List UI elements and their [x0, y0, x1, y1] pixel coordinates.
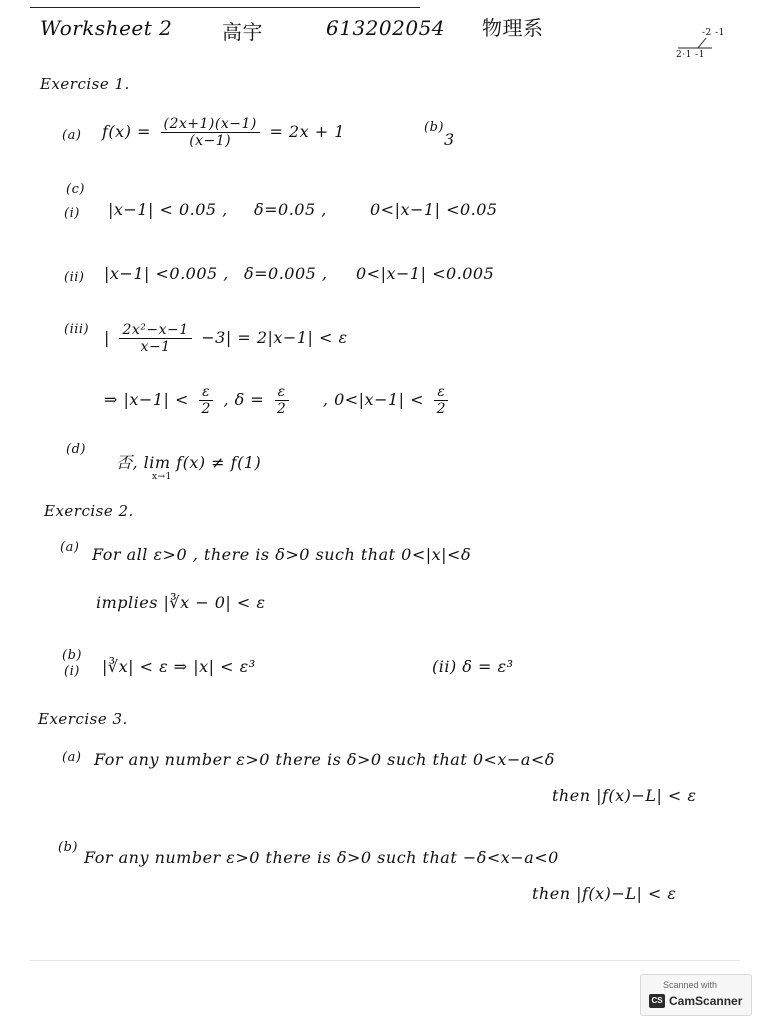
ex2-a-line1: For all ε>0 , there is δ>0 such that 0<|x|<δ: [92, 545, 472, 564]
ex1-c-iii-eps-den-1: 2: [201, 401, 211, 417]
ex2-b-ii-answer: (ii) δ = ε³: [432, 657, 514, 676]
ex1-c-iii-delta: , δ =: [223, 390, 265, 409]
ex1-c-iii-implication: [104, 384, 453, 417]
ex3-a-line1: For any number ε>0 there is δ>0 such that 0<x−a<δ: [94, 750, 555, 769]
ex1-b-label: (b): [424, 120, 444, 135]
ex2-a-label: (a): [60, 540, 80, 555]
ex1-a-result: = 2x + 1: [269, 122, 345, 141]
worksheet-title: Worksheet 2: [40, 16, 173, 40]
student-id: 613202054: [326, 16, 446, 40]
corner-note-top: -2 -1: [702, 28, 725, 38]
scanned-with-label: Scanned with: [663, 980, 718, 990]
ex1-c-iii-numerator: 2x²−x−1: [119, 322, 191, 339]
ex2-b-i-label: (i): [64, 664, 80, 679]
ex1-b-answer: 3: [444, 130, 455, 149]
student-name: 高宇: [222, 20, 263, 44]
ex1-c-ii-inequality: |x−1| <0.005 ,: [104, 264, 229, 283]
exercise-1-title: Exercise 1.: [40, 75, 130, 93]
ex1-a-numerator: (2x+1)(x−1): [161, 116, 260, 133]
camscanner-watermark: [640, 974, 752, 1016]
ex1-a-equation: [102, 116, 345, 149]
ex1-c-label: (c): [66, 182, 85, 197]
ex1-c-i-condition: 0<|x−1| <0.05: [370, 200, 498, 219]
ex1-c-iii-eps-fraction-2: [274, 384, 289, 417]
ex1-a-denominator: (x−1): [189, 133, 232, 149]
corner-scribble-lines: [676, 28, 736, 66]
ex1-c-iii-implies: ⇒ |x−1| <: [104, 390, 189, 409]
corner-scribble: [676, 28, 736, 66]
ex2-b-i-answer: |∛x| < ε ⇒ |x| < ε³: [102, 657, 256, 676]
ex1-c-i-label: (i): [64, 206, 80, 221]
camscanner-logo-icon: CS: [649, 994, 665, 1008]
ex1-c-iii-eps-num-2: ε: [275, 384, 289, 401]
ex2-b-label: (b): [62, 648, 82, 663]
ex1-c-ii-condition: 0<|x−1| <0.005: [356, 264, 495, 283]
ex1-c-iii-eps-num-1: ε: [199, 384, 213, 401]
exercise-3-title: Exercise 3.: [38, 710, 128, 728]
ex1-d-answer: 否, lim f(x) ≠ f(1): [116, 453, 262, 472]
ex1-a-label: (a): [62, 128, 82, 143]
ex3-b-label: (b): [58, 840, 78, 855]
bottom-rule: [30, 960, 740, 961]
ex1-c-iii-denominator: x−1: [140, 339, 171, 355]
ex1-c-iii-eps-fraction-3: [434, 384, 449, 417]
ex1-c-iii-eps-den-2: 2: [276, 401, 287, 417]
ex1-d-label: (d): [66, 442, 86, 457]
ex1-c-iii-equation: [104, 322, 348, 355]
exercise-2-title: Exercise 2.: [44, 502, 134, 520]
ex1-c-iii-eps-den-3: 2: [436, 401, 447, 417]
ex1-c-iii-fraction: [119, 322, 191, 355]
department: 物理系: [482, 16, 544, 40]
ex1-c-iii-eps-num-3: ε: [434, 384, 448, 401]
ex1-c-iii-eps-fraction-1: [198, 384, 213, 417]
ex1-d-limit-subscript: x→1: [152, 472, 172, 482]
ex1-c-i-delta: δ=0.05 ,: [254, 200, 327, 219]
ex3-a-label: (a): [62, 750, 82, 765]
ex3-a-line2: then |f(x)−L| < ε: [552, 786, 697, 805]
top-rule: [30, 7, 420, 8]
ex1-c-ii-delta: δ=0.005 ,: [244, 264, 328, 283]
ex1-a-fraction: [161, 116, 260, 149]
corner-note-bottom: 2·1 -1: [676, 50, 705, 60]
ex2-a-line2: implies |∛x − 0| < ε: [96, 593, 266, 612]
ex3-b-line2: then |f(x)−L| < ε: [532, 884, 677, 903]
ex1-c-iii-condition: , 0<|x−1| <: [322, 390, 425, 409]
ex1-c-iii-abs-open: |: [104, 328, 110, 347]
ex1-c-ii-label: (ii): [64, 270, 85, 285]
ex1-c-i-inequality: |x−1| < 0.05 ,: [108, 200, 228, 219]
ex1-c-iii-tail: −3| = 2|x−1| < ε: [201, 328, 348, 347]
ex1-c-iii-label: (iii): [64, 322, 90, 337]
camscanner-brand: CamScanner: [669, 994, 743, 1008]
ex3-b-line1: For any number ε>0 there is δ>0 such that −δ<x−a<0: [84, 848, 559, 867]
ex1-a-fx: f(x) =: [102, 122, 151, 141]
